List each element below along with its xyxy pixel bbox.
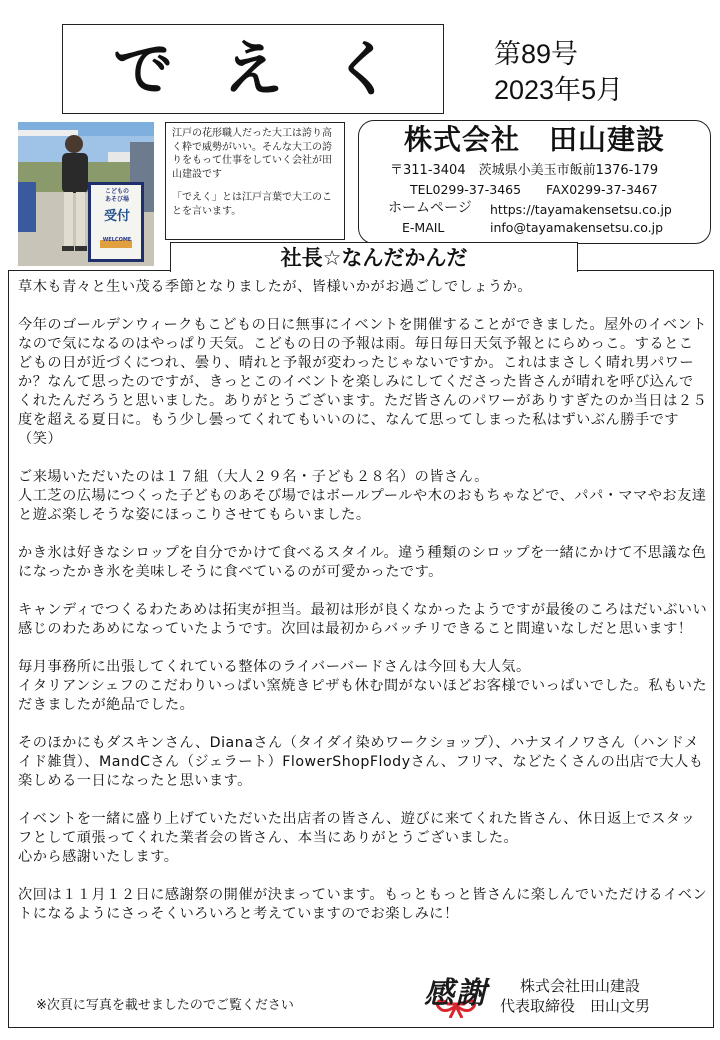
article-paragraph-1: 草木も青々と生い茂る季節となりましたが、皆様いかがお過ごしでしょうか。 bbox=[18, 279, 533, 295]
signature-company: 株式会社田山建設 bbox=[520, 977, 641, 995]
sign-line-3: 受付 bbox=[103, 209, 130, 224]
signature-name: 代表取締役 田山文男 bbox=[500, 997, 651, 1015]
intro-paragraph-2: 「でえく」とは江戸言葉で大工のことを言います。 bbox=[172, 192, 332, 217]
article-paragraph-6: 毎月事務所に出張してくれている整体のライバーバードさんは今回も大人気。 イタリアンシェフのこだわりいっぱい窯焼きピザも休む間がないほどお客様でいっぱいでした。私もいただきましたが絶品でした。 bbox=[18, 659, 708, 713]
company-tel-fax: TEL0299-37-3465 FAX0299-37-3467 bbox=[410, 182, 658, 197]
homepage-url[interactable]: https://tayamakensetsu.co.jp bbox=[490, 202, 672, 217]
kansha-text: 感謝 bbox=[424, 976, 488, 1011]
newsletter-title: でえく bbox=[113, 35, 443, 105]
email-label: E-MAIL bbox=[402, 220, 445, 235]
article-paragraph-7: そのほかにもダスキンさん、Dianaさん（タイダイ染めワークショップ）、ハナヌイノワさん（ハンドメイド雑貨）、MandCさん（ジェラート）FlowerShopFlodyさん、フリマ、などたくさんの出店で大人も楽しめる一日になったと思います。 bbox=[18, 735, 704, 789]
article-paragraph-8: イベントを一緒に盛り上げていただいた出店者の皆さん、遊びに来てくれた皆さん、休日返上でスタッフとして頑張ってくれた業者会の皆さん、本当にありがとうございました。 心から感謝いたします。 bbox=[18, 811, 696, 865]
article-body bbox=[18, 278, 708, 943]
issue-date: 2023年5月 bbox=[494, 75, 624, 105]
intro-box bbox=[165, 122, 345, 240]
email-address[interactable]: info@tayamakensetsu.co.jp bbox=[490, 220, 663, 235]
article-paragraph-9: 次回は１１月１２日に感謝祭の開催が決まっています。もっともっと皆さんに楽しんでいただけるイベントになるようにさっそくいろいろと考えていますのでお楽しみに！ bbox=[18, 887, 708, 922]
sign-line-2: あそび場 bbox=[104, 196, 129, 203]
section-heading: 社長☆なんだかんだ bbox=[170, 242, 578, 272]
sign-line-4: WELCOME bbox=[102, 237, 132, 243]
company-address: 〒311-3404 茨城県小美玉市飯前1376-179 bbox=[390, 163, 659, 178]
article-paragraph-3: ご来場いただいたのは１７組（大人２９名・子ども２８名）の皆さん。 人工芝の広場につくった子どものあそび場ではボールプールや木のおもちゃなどで、パパ・ママやお友達と遊ぶ楽しそうな姿にほっこりさせてもらいました。 bbox=[18, 469, 707, 523]
footnote: ※次頁に写真を載せましたのでご覧ください bbox=[36, 998, 294, 1013]
issue-info bbox=[494, 36, 623, 108]
sign-line-1: こどもの bbox=[104, 188, 129, 195]
event-photo bbox=[18, 122, 154, 266]
company-name: 株式会社 田山建設 bbox=[403, 123, 665, 156]
kansha-stamp bbox=[418, 974, 494, 1018]
homepage-label: ホームページ bbox=[388, 200, 472, 216]
intro-paragraph-1: 江戸の花形職人だった大工は誇り高く粋で威勢がいい。そんな大工の誇りをもって仕事をしていく会社が田山建設です bbox=[172, 128, 332, 180]
article-paragraph-2: 今年のゴールデンウィークもこどもの日に無事にイベントを開催することができました。屋外のイベントなので気になるのはやっぱり天気。こどもの日の予報は雨。毎日毎日天気予報とにらめっこ。するとこどもの日が近づくにつれ、曇り、晴れと予報が変わったじゃないですか。これはまさしく晴れ男パワーか？なんて思ったのですが、きっとこのイベントを楽しみにしてくださった皆さんが晴れを呼び込んでくれたんだろうと思いました。ありがとうございます。ただ皆さんのパワーがありすぎたのか当日は２５度を超える夏日に。もう少し曇ってくれてもいいのに、なんて思ってしまった私はずいぶん勝手です（笑） bbox=[18, 317, 708, 447]
issue-number: 第89号 bbox=[494, 39, 579, 69]
article-paragraph-5: キャンディでつくるわたあめは拓実が担当。最初は形が良くなかったようですが最後のころはだいぶいい感じのわたあめになっていたようです。次回は最初からバッチリできること間違いなしだと思います！ bbox=[18, 602, 708, 637]
article-paragraph-4: かき氷は好きなシロップを自分でかけて食べるスタイル。違う種類のシロップを一緒にかけて不思議な色になったかき氷を美味しそうに食べているのが可愛かったです。 bbox=[18, 545, 707, 580]
